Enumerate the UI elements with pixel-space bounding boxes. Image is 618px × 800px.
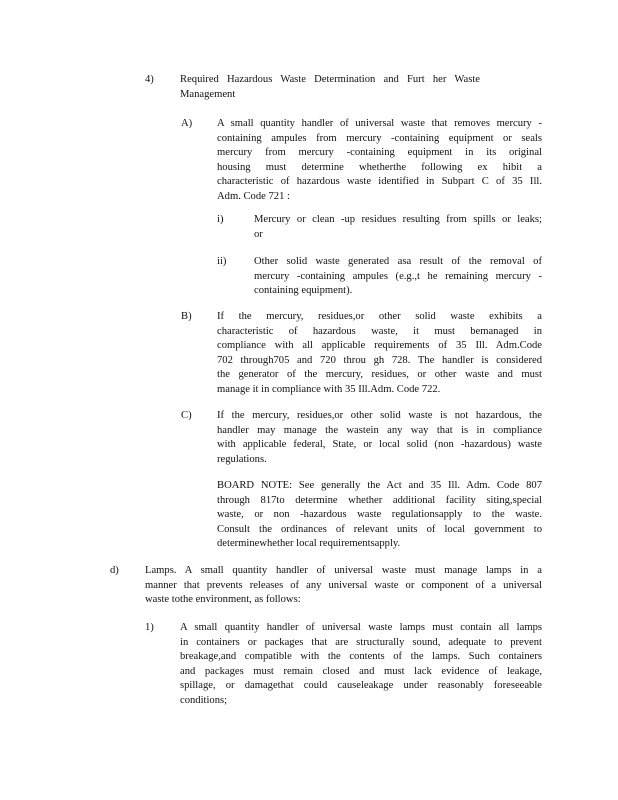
item-marker-A: A): [181, 118, 193, 129]
item-marker-C: C): [181, 410, 192, 421]
text-line: through 817to determine whether additional facility siting,special: [217, 494, 542, 506]
text-line: waste tothe environment, as follows:: [145, 594, 301, 606]
heading-line: Required Hazardous Waste Determination and Furt her Waste: [180, 74, 480, 85]
item-4-heading: [180, 73, 480, 102]
item-1-paragraph: [180, 621, 542, 709]
text-line: A small quantity handler of universal waste lamps must contain all lamps: [180, 622, 542, 633]
text-line: 702 through705 and 720 throu gh 728. The handler is considered: [217, 354, 542, 366]
text-line: compliance with all applicable requirements of 35 Ill. Adm.Code: [217, 340, 542, 352]
text-line: If the mercury, residues,or other solid waste is not hazardous, the: [217, 410, 542, 421]
text-line: mercury from mercury -containing equipment in its original: [217, 147, 542, 159]
text-line: or: [254, 228, 263, 240]
text-line: characteristic of hazardous waste, it must bemanaged in: [217, 325, 542, 337]
item-i-paragraph: [254, 213, 542, 242]
text-line: containing ampules from mercury -containing equipment or seals: [217, 132, 542, 144]
text-line: handler may manage the wastein any way that is in compliance: [217, 424, 542, 436]
text-line: regulations.: [217, 453, 267, 465]
text-line: the generator of the mercury, residues, or other waste and must: [217, 369, 542, 381]
board-note-paragraph: [217, 479, 542, 552]
heading-line: Management: [180, 88, 236, 100]
text-line: If the mercury, residues,or other solid waste exhibits a: [217, 311, 542, 322]
text-line: breakage,and compatible with the contents of the lamps. Such containers: [180, 651, 542, 663]
item-B-paragraph: [217, 310, 542, 398]
text-line: A small quantity handler of universal waste that removes mercury -: [217, 118, 542, 129]
text-line: Mercury or clean -up residues resulting from spills or leaks;: [254, 214, 542, 225]
item-marker-B: B): [181, 311, 192, 322]
item-marker-ii: ii): [217, 256, 227, 267]
text-line: determinewhether local requirementsapply.: [217, 538, 401, 550]
item-marker-4: 4): [145, 74, 154, 85]
text-line: Other solid waste generated asa result of the removal of: [254, 256, 542, 267]
text-line: Adm. Code 721 :: [217, 190, 290, 202]
text-line: characteristic of hazardous waste identified in Subpart C of 35 Ill.: [217, 176, 542, 188]
text-line: in containers or packages that are structurally sound, adequate to prevent: [180, 636, 542, 648]
text-line: manage it in compliance with 35 Ill.Adm. Code 722.: [217, 383, 441, 395]
item-A-paragraph: [217, 117, 542, 205]
text-line: Consult the ordinances of relevant units of local government to: [217, 523, 542, 535]
text-line: mercury -containing ampules (e.g.,t he remaining mercury -: [254, 270, 542, 282]
text-line: with applicable federal, State, or local solid (non -hazardous) waste: [217, 439, 542, 451]
text-line: Lamps. A small quantity handler of universal waste must manage lamps in a: [145, 565, 542, 576]
item-marker-i: i): [217, 214, 224, 225]
text-line: spillage, or damagethat could causeleakage under reasonably foreseeable: [180, 680, 542, 692]
text-line: waste, or non -hazardous waste regulationsapply to the waste.: [217, 509, 542, 521]
item-marker-1: 1): [145, 622, 154, 633]
item-d-paragraph: [145, 564, 542, 608]
text-line: conditions;: [180, 694, 228, 706]
text-line: manner that prevents releases of any universal waste or component of a universal: [145, 579, 542, 591]
item-ii-paragraph: [254, 255, 542, 299]
text-line: and packages must remain closed and must lack evidence of leakage,: [180, 665, 542, 677]
text-line: containing equipment).: [254, 285, 353, 297]
item-marker-d: d): [110, 565, 119, 576]
text-line: housing must determine whetherthe following ex hibit a: [217, 161, 542, 173]
item-C-paragraph: [217, 409, 542, 467]
text-line: BOARD NOTE: See generally the Act and 35 Ill. Adm. Code 807: [217, 480, 542, 491]
